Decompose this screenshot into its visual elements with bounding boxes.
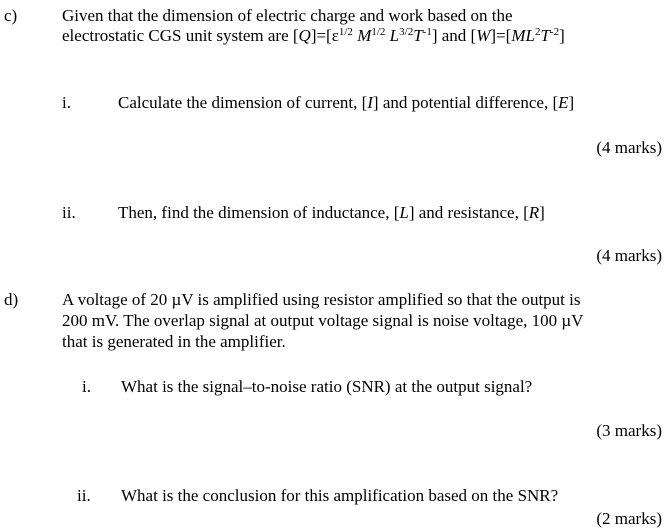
intro-prefix: electrostatic CGS unit system are [: [62, 26, 299, 45]
exp-m: 1/2: [371, 26, 386, 38]
l-symbol: L: [389, 26, 400, 45]
part-c-sub-i-question: [118, 93, 574, 113]
close-bracket: ]: [559, 26, 565, 45]
w-symbol: W: [476, 26, 491, 45]
part-c-label: c): [4, 6, 18, 25]
m-symbol: M: [357, 26, 372, 45]
exp-l2: 2: [534, 26, 541, 38]
sub-ii-text-b: ] and resistance, [: [408, 203, 529, 222]
part-d-sub-ii-question: What is the conclusion for this amplification based on the SNR?: [121, 486, 559, 505]
exp-l: 3/2: [399, 26, 414, 38]
exp-eps: 1/2: [338, 26, 353, 38]
part-d-sub-i-marks: (3 marks): [596, 421, 662, 440]
potential-symbol: E: [558, 93, 569, 112]
part-d-intro-line1: A voltage of 20 µV is amplified using resistor amplified so that the output is: [62, 290, 581, 309]
part-c-sub-ii-question: [118, 203, 545, 223]
part-c-intro-line1: Given that the dimension of electric charge and work based on the: [62, 6, 513, 25]
part-d-intro-line3: that is generated in the amplifier.: [62, 332, 286, 351]
sub-ii-text-a: Then, find the dimension of inductance, [: [118, 203, 400, 222]
sub-ii-text-c: ]: [539, 203, 545, 222]
inductance-symbol: L: [399, 203, 409, 222]
part-d-label: d): [4, 290, 19, 309]
current-symbol: I: [367, 93, 373, 112]
part-d-sub-ii-label: ii.: [77, 486, 91, 505]
part-d-sub-i-question: What is the signal–to-noise ratio (SNR) at the output signal?: [121, 377, 533, 396]
resistance-symbol: R: [528, 203, 540, 222]
eq1: ]=[ε: [310, 26, 339, 45]
part-c-intro-line2: [62, 26, 565, 46]
t2-symbol: T: [540, 26, 550, 45]
exp-t: -1: [422, 26, 432, 38]
part-d-sub-ii-marks: (2 marks): [596, 509, 662, 528]
part-c-sub-i-label: i.: [62, 93, 71, 112]
part-d-intro-line2: 200 mV. The overlap signal at output voltage signal is noise voltage, 100 µV: [62, 311, 584, 330]
ml-symbol: ML: [511, 26, 535, 45]
sub-i-text-b: ] and potential difference, [: [372, 93, 559, 112]
eq2: ]=[: [490, 26, 512, 45]
t-symbol: T: [413, 26, 423, 45]
q-symbol: Q: [298, 26, 311, 45]
part-d-sub-i-label: i.: [82, 377, 91, 396]
exp-t2: -2: [549, 26, 560, 38]
sub-i-text-c: ]: [568, 93, 575, 112]
part-c-sub-ii-label: ii.: [62, 203, 76, 222]
sub-i-text-a: Calculate the dimension of current, [: [118, 93, 368, 112]
and-text: ] and [: [431, 26, 477, 45]
part-c-sub-i-marks: (4 marks): [596, 138, 662, 157]
part-c-sub-ii-marks: (4 marks): [596, 246, 662, 265]
